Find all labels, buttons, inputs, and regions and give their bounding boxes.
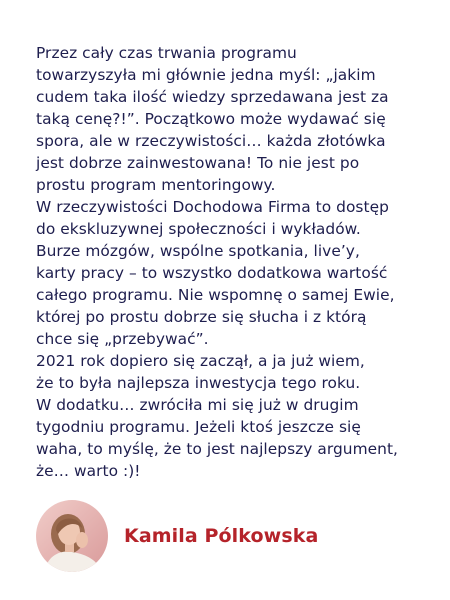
testimonial-line: W rzeczywistości Dochodowa Firma to dostęp: [36, 198, 389, 216]
testimonial-line: tygodniu programu. Jeżeli ktoś jeszcze się: [36, 418, 361, 436]
testimonial-line: do ekskluzywnej społeczności i wykładów.: [36, 220, 361, 238]
testimonial-line: karty pracy – to wszystko dodatkowa wartość: [36, 264, 388, 282]
testimonial-line: że… warto :)!: [36, 462, 141, 480]
testimonial-line: W dodatku… zwróciła mi się już w drugim: [36, 396, 359, 414]
testimonial-line: której po prostu dobrze się słucha i z którą: [36, 308, 367, 326]
testimonial-line: Przez cały czas trwania programu: [36, 44, 297, 62]
testimonial-line: całego programu. Nie wspomnę o samej Ewie,: [36, 286, 395, 304]
testimonial-line: waha, to myślę, że to jest najlepszy argument,: [36, 440, 398, 458]
author-block: [36, 500, 318, 572]
testimonial-text: [36, 42, 426, 482]
testimonial-line: towarzyszyła mi głównie jedna myśl: „jakim: [36, 66, 376, 84]
testimonial-line: prostu program mentoringowy.: [36, 176, 276, 194]
testimonial-line: 2021 rok dopiero się zaczął, a ja już wiem,: [36, 352, 365, 370]
testimonial-line: chce się „przebywać”.: [36, 330, 209, 348]
testimonial-line: taką cenę?!”. Początkowo może wydawać się: [36, 110, 386, 128]
avatar: [36, 500, 108, 572]
testimonial-line: spora, ale w rzeczywistości… każda złotówka: [36, 132, 386, 150]
testimonial-line: że to była najlepsza inwestycja tego roku.: [36, 374, 361, 392]
testimonial-line: Burze mózgów, wspólne spotkania, live’y,: [36, 242, 360, 260]
author-name: Kamila Pólkowska: [124, 525, 319, 547]
person-photo-avatar-icon: [36, 500, 108, 572]
testimonial-line: jest dobrze zainwestowana! To nie jest po: [36, 154, 360, 172]
testimonial-line: cudem taka ilość wiedzy sprzedawana jest za: [36, 88, 389, 106]
